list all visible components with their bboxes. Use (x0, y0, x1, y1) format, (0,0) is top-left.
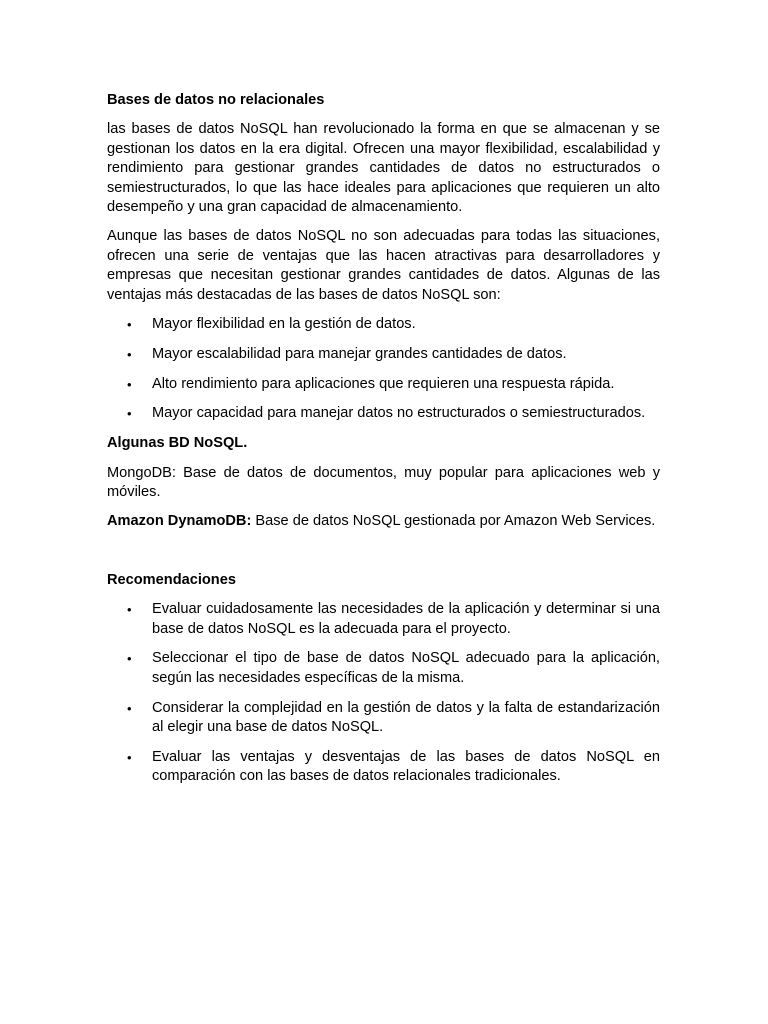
bullet-icon: • (127, 749, 132, 765)
intro-paragraph: las bases de datos NoSQL han revolucionado la forma en que se almacenan y se gestionan los datos en la era digital. Ofrecen una mayor flexibilidad, escalabilidad y rendimiento para gestionar grandes cantidades de datos no estructurados o semiestructurados, lo que las hace ideales para aplicaciones que requieren un alto desempeño y una gran capacidad de almacenamiento. (107, 121, 660, 216)
advantages-list (107, 315, 660, 424)
list-item (107, 345, 660, 364)
list-item (107, 600, 660, 639)
list-item (107, 375, 660, 394)
list-item (107, 404, 660, 423)
bullet-icon: • (127, 346, 132, 362)
section-spacer (107, 542, 660, 571)
heading-recommendations: Recomendaciones (107, 571, 236, 588)
list-item-text: Seleccionar el tipo de base de datos NoSQL adecuado para la aplicación, según las necesidades específicas de la misma. (152, 650, 660, 686)
dynamodb-name: Amazon DynamoDB: (107, 513, 252, 530)
bullet-icon: • (127, 317, 132, 333)
list-item (107, 699, 660, 738)
list-item (107, 315, 660, 334)
bullet-icon: • (127, 406, 132, 422)
document-page (107, 91, 660, 797)
heading-nosql-databases: Bases de datos no relacionales (107, 92, 325, 108)
dynamodb-description: Base de datos NoSQL gestionada por Amazon Web Services. (251, 513, 656, 530)
list-item-text: Evaluar las ventajas y desventajas de las bases de datos NoSQL en comparación con las bases de datos relacionales tradicionales. (152, 748, 660, 785)
list-item-text: Considerar la complejidad en la gestión de datos y la falta de estandarización al elegir una base de datos NoSQL. (152, 699, 660, 736)
bullet-icon: • (127, 376, 132, 392)
recommendations-list (107, 600, 660, 786)
mongodb-paragraph: MongoDB: Base de datos de documentos, muy popular para aplicaciones web y móviles. (107, 464, 660, 501)
list-item-text: Mayor escalabilidad para manejar grandes cantidades de datos. (152, 345, 567, 362)
advantages-paragraph: Aunque las bases de datos NoSQL no son adecuadas para todas las situaciones, ofrecen una serie de ventajas que las hacen atractivas para desarrolladores y empresas que necesitan gestionar grandes cantidades de datos. Algunas de las ventajas más destacadas de las bases de datos NoSQL son: (107, 228, 660, 303)
list-item-text: Evaluar cuidadosamente las necesidades de la aplicación y determinar si una base de datos NoSQL es la adecuada para el proyecto. (152, 601, 660, 637)
bullet-icon: • (127, 651, 132, 667)
bullet-icon: • (127, 602, 132, 618)
list-item (107, 748, 660, 787)
list-item-text: Alto rendimiento para aplicaciones que requieren una respuesta rápida. (152, 375, 615, 392)
dynamodb-paragraph (107, 512, 660, 531)
list-item-text: Mayor capacidad para manejar datos no estructurados o semiestructurados. (152, 405, 646, 422)
bullet-icon: • (127, 700, 132, 716)
list-item (107, 649, 660, 688)
list-item-text: Mayor flexibilidad en la gestión de datos. (152, 316, 416, 333)
heading-nosql-examples: Algunas BD NoSQL. (107, 435, 248, 452)
